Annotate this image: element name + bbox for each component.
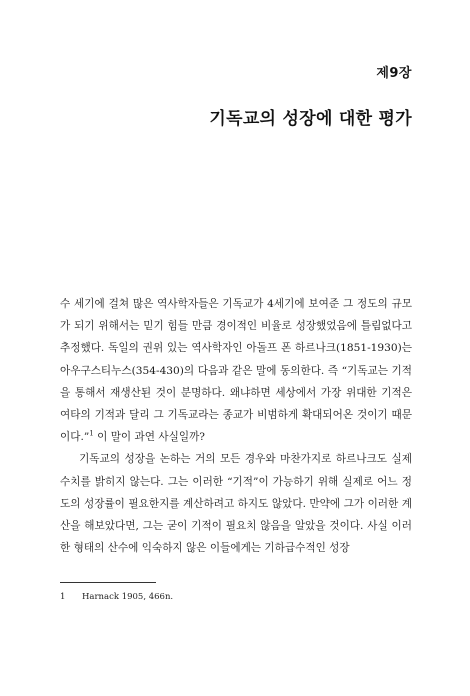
paragraph-1 [60, 293, 412, 448]
footnote-number: 1 [60, 592, 66, 602]
paragraph-1-tail: 이 말이 과연 사실일까? [93, 431, 205, 444]
paragraph-1-text: 수 세기에 걸쳐 많은 역사학자들은 기독교가 4세기에 보여준 그 정도의 규모가 되기 위해서는 믿기 힘들 만큼 경이적인 비율로 성장했었음에 틀림없다고 추정했다. 독일의 권위 있는 역사학자인 아돌프 폰 하르나크(1851-1930)는 아우구스티누스(354-430)의 다음과 같은 말에 동의한다. 즉 “기독교는 기적을 통해서 재생산된 것이 분명하다. 왜냐하면 세상에서 가장 위대한 기적은 여타의 기적과 달리 그 기독교라는 종교가 비범하게 확대되어온 것이기 때문이다.” [60, 298, 412, 444]
footnote-divider [60, 582, 156, 583]
footnote-marker[interactable]: 1 [89, 429, 94, 438]
body-text [60, 293, 412, 559]
chapter-title: 기독교의 성장에 대한 평가 [209, 109, 412, 129]
paragraph-2 [60, 448, 412, 559]
chapter-number: 제9장 [376, 66, 412, 81]
footnote-text: Harnack 1905, 466n. [82, 592, 174, 602]
footnote [60, 592, 173, 602]
paragraph-2-text: 기독교의 성장을 논하는 거의 모든 경우와 마찬가지로 하르나크도 실제 수치를 밝히지 않는다. 그는 이러한 “기적”이 가능하기 위해 실제로 어느 정도의 성장률이 필요한지를 계산하려고 하지도 않았다. 만약에 그가 이러한 계산을 해보았다면, 그는 굳이 기적이 필요치 않음을 알았을 것이다. 사실 이러한 형태의 산수에 익숙하지 않은 이들에게는 기하급수적인 성장 [60, 453, 412, 555]
